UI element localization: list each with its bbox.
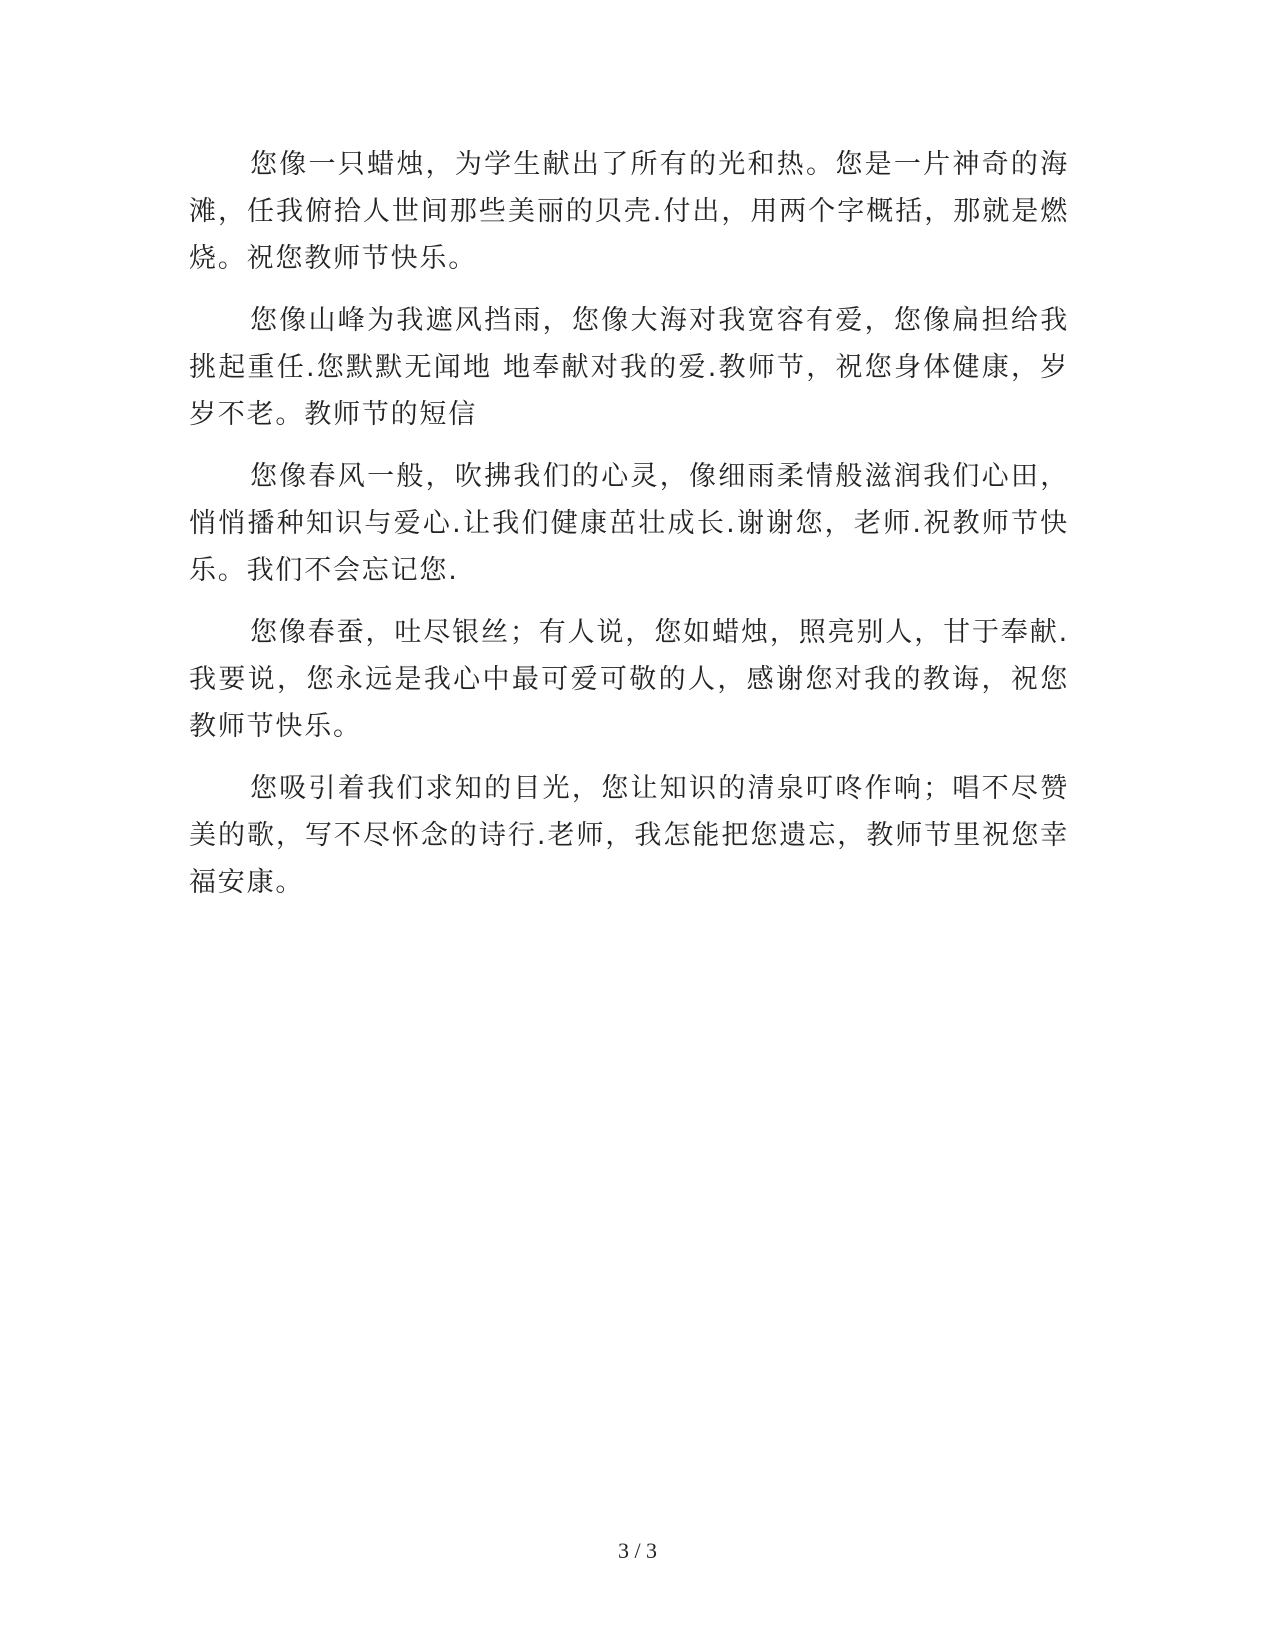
paragraph-2: 您像山峰为我遮风挡雨，您像大海对我宽容有爱，您像扁担给我挑起重任.您默默无闻地 地奉献对我的爱.教师节，祝您身体健康，岁岁不老。教师节的短信 (189, 305, 1069, 430)
document-body (189, 141, 1069, 921)
paragraph-4: 您像春蚕，吐尽银丝；有人说，您如蜡烛，照亮别人，甘于奉献.我要说，您永远是我心中最可爱可敬的人，感谢您对我的教诲，祝您教师节快乐。 (189, 617, 1069, 742)
paragraph-5: 您吸引着我们求知的目光，您让知识的清泉叮咚作响；唱不尽赞美的歌，写不尽怀念的诗行.老师，我怎能把您遗忘，教师节里祝您幸福安康。 (189, 773, 1069, 898)
page-number: 3 / 3 (617, 1538, 658, 1563)
paragraph-1: 您像一只蜡烛，为学生献出了所有的光和热。您是一片神奇的海滩，任我俯拾人世间那些美丽的贝壳.付出，用两个字概括，那就是燃烧。祝您教师节快乐。 (189, 149, 1069, 274)
paragraph-3: 您像春风一般，吹拂我们的心灵，像细雨柔情般滋润我们心田，悄悄播种知识与爱心.让我们健康茁壮成长.谢谢您，老师.祝教师节快乐。我们不会忘记您. (189, 461, 1069, 586)
